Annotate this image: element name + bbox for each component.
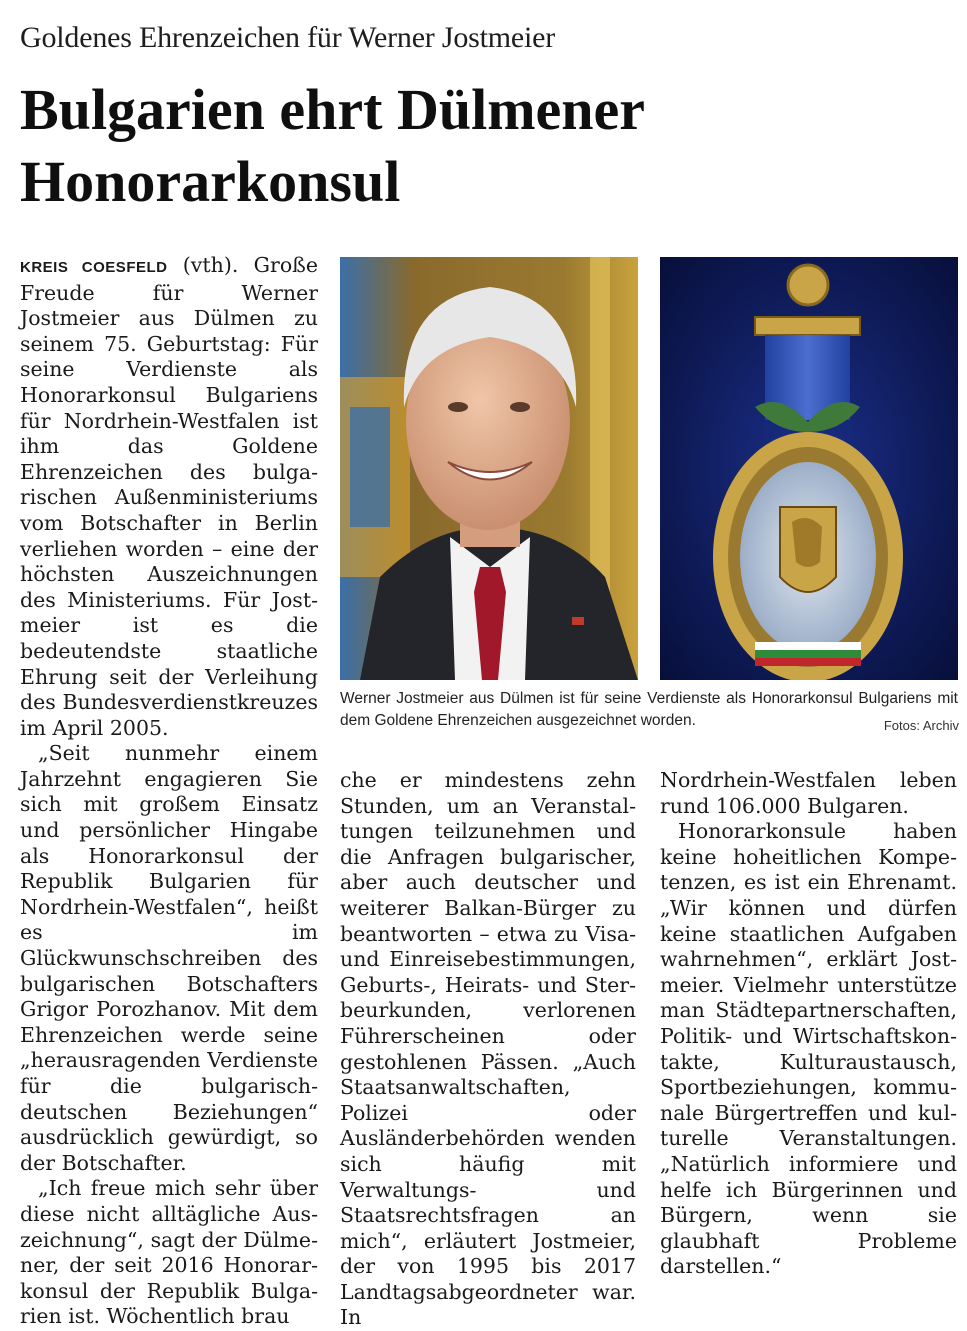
article-column-3 [660,768,957,1279]
article-paragraph-3: „Ich freue mich sehr über diese nicht alltägliche Auszeichnung“, sagt der Dülmener, der seit 2016 Honorarkonsul der Republik Bulgarien ist. Wöchentlich brau [20,1176,318,1329]
article-paragraph-3-continued: che er mindestens zehn Stunden, um an Veranstaltungen teilzunehmen und die Anfragen bulgarischer, aber auch deutscher und weiterer Balkan-Bürger zu beantworten – etwa zu Visa- und Einreisebestimmungen, Geburts-, Heirats- und Sterbeurkunden, verlorenen Führerscheinen oder gestohlenen Pässen. „Auch Staatsanwaltschaften, Polizei oder Ausländerbehörden wenden sich häufig mit Verwaltungs- und Staatsrechtsfragen an mich“, erläutert Jostmeier, der von 1995 bis 2017 Landtagsabgeordneter war. In [340,768,636,1330]
photo-credit: Fotos: Archiv [883,718,959,733]
headline-line-1: Bulgarien ehrt Dülmener [20,77,646,142]
medal-photo [660,257,958,680]
article-paragraph-1 [20,253,318,741]
article-kicker: Goldenes Ehrenzeichen für Werner Jostmeier [20,21,556,54]
paragraph-1-text: (vth). Große Freude für Werner Jostmeier aus Dülmen zu seinem 75. Geburtstag: Für seine Verdienste als Honorarkonsul Bulgariens für Nordrhein-Westfalen ist ihm das Goldene Ehrenzeichen des bulgarischen Außenministeriums vom Botschafter in Berlin verliehen worden – eine der höchsten Auszeichnungen des Ministeriums. Für Jostmeier ist es die bedeutendste staatliche Ehrung seit der Verleihung des Bundesverdienstkreuzes im April 2005. [20,253,318,740]
article-column-1 [20,253,318,1329]
medal-illustration [660,257,958,680]
article-paragraph-2: „Seit nunmehr einem Jahrzehnt engagieren Sie sich mit großem Einsatz und persönlicher Hingabe als Honorarkonsul der Republik Bulgarien für Nordrhein-Westfalen“, heißt es im Glückwunschschreiben des bulgarischen Botschafters Grigor Porozhanov. Mit dem Ehrenzeichen werde seine „herausragenden Verdienste für die bulgarisch-deutschen Beziehungen“ ausdrücklich gewürdigt, so der Botschafter. [20,741,318,1175]
article-paragraph-4: Honorarkonsule haben keine hoheitlichen Kompetenzen, es ist ein Ehrenamt. „Wir können und dürfen keine staatlichen Aufgaben wahrnehmen“, erklärt Jostmeier. Vielmehr unterstütze man Städtepartnerschaften, Politik- und Wirtschaftskontakte, Kulturaustausch, Sportbeziehungen, kommunale Bürgertreffen und kulturelle Veranstaltungen. „Natürlich informiere und helfe ich Bürgerinnen und Bürgern, wenn sie glaubhaft Probleme darstellen.“ [660,819,957,1279]
article-headline [20,74,920,218]
headline-line-2: Honorarkonsul [20,149,401,214]
portrait-illustration [340,257,638,680]
portrait-photo [340,257,638,680]
article-column-2 [340,768,636,1330]
dateline: KREIS COESFELD [20,259,168,276]
article-paragraph-3-end: Nordrhein-Westfalen leben rund 106.000 Bulgaren. [660,768,957,818]
photo-caption: Werner Jostmeier aus Dülmen ist für seine Verdienste als Honorarkonsul Bulgariens mit dem Goldene Ehrenzeichen ausgezeichnet worden. [340,690,958,729]
